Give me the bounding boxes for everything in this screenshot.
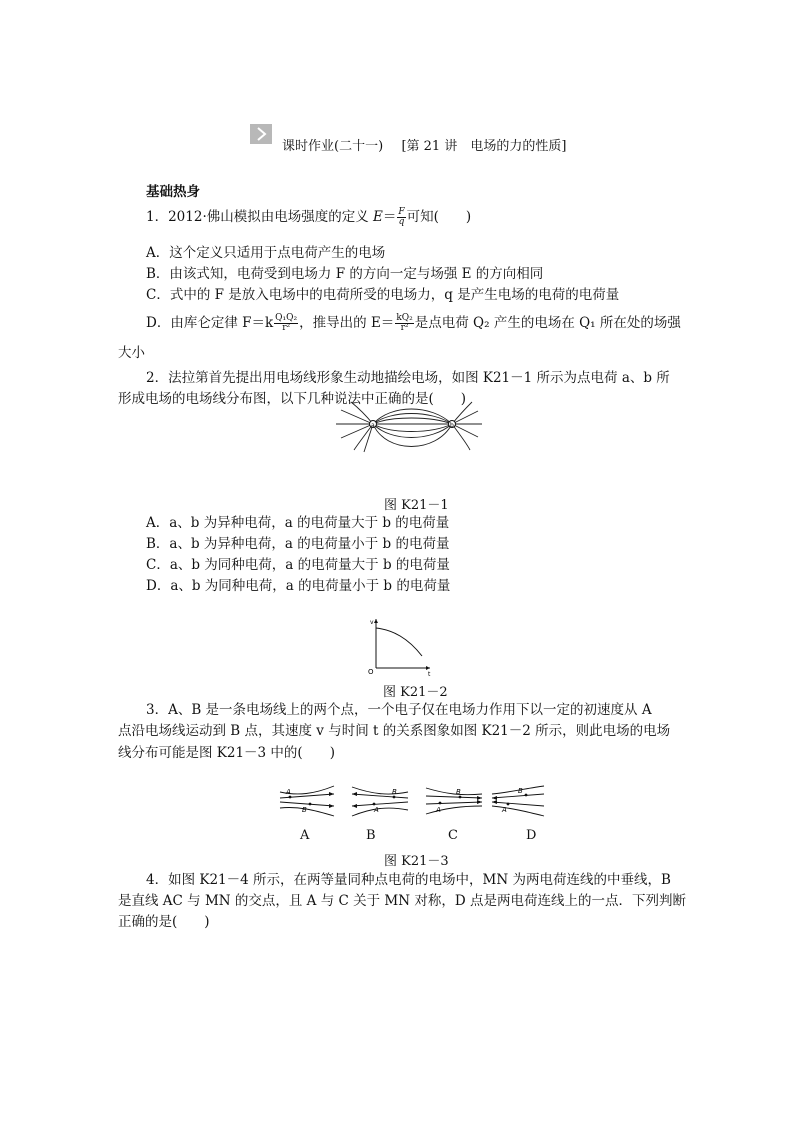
assignment-title: 课时作业(二十一) xyxy=(282,139,384,154)
fig3-option-d: D xyxy=(526,828,537,843)
field-lines-figure xyxy=(336,408,482,484)
q1-option-c: C．式中的 F 是放入电场中的电荷所受的电场力，q 是产生电场的电荷的电荷量 xyxy=(146,287,620,303)
charge-a-label: a xyxy=(371,422,375,429)
fig3-option-c: C xyxy=(448,828,458,843)
e-definition-fraction: $\frac{F}{q}$ xyxy=(398,207,405,227)
fig2-caption: 图 K21－2 xyxy=(383,685,448,700)
q1-option-d: D．由库仑定律 F＝k $\frac{\text{Q₁Q₂}}{\text{r²}}$ ，推导出的 E＝ $\frac{\text{kQ₂}}{\text{r²}}$ 是点电荷 Q₂ 产生的电场在 Q₁ 所在处的场强 xyxy=(146,313,681,333)
q2-line1: 2．法拉第首先提出用电场线形象生动地描绘电场，如图 K21－1 所示为点电荷 a、b 所 xyxy=(146,370,670,386)
v-axis-label: v xyxy=(370,619,374,626)
charge-b-label: b xyxy=(450,422,454,429)
coulomb-fraction: $\frac{\text{Q₁Q₂}}{\text{r²}}$ xyxy=(275,313,298,333)
q2-option-d: D．a、b 为同种电荷，a 的电荷量小于 b 的电荷量 xyxy=(146,578,451,594)
q1-option-a: A．这个定义只适用于点电荷产生的电场 xyxy=(146,245,386,261)
q2-line2: 形成电场的电场线分布图，以下几种说法中正确的是( ) xyxy=(118,391,467,407)
fig3c-point-a: A xyxy=(436,806,441,814)
lecture-label: [第 21 讲 电场的力的性质] xyxy=(401,139,567,154)
q3-line2: 点沿电场线运动到 B 点，其速度 v 与时间 t 的关系图象如图 K21－2 所示，则此电场的电场 xyxy=(118,723,671,739)
q2-option-a: A．a、b 为异种电荷，a 的电荷量大于 b 的电荷量 xyxy=(146,515,450,531)
t-axis-label: t xyxy=(428,671,431,678)
field-line-options-figure xyxy=(276,782,546,822)
fig3d-point-b: B xyxy=(518,787,523,795)
fig3a-point-a: A xyxy=(286,788,291,796)
fig3a-point-b: B xyxy=(302,806,307,814)
fig3-option-a: A xyxy=(300,828,310,843)
q3-line1: 3．A、B 是一条电场线上的两个点，一个电子仅在电场力作用下以一定的初速度从 A xyxy=(146,702,652,718)
origin-label: O xyxy=(368,668,374,676)
q1-stem: 1．2012·佛山模拟由电场强度的定义 E＝ $\frac{F}{q}$ 可知( ) xyxy=(146,207,472,227)
header-title xyxy=(282,135,566,154)
section-title: 基础热身 xyxy=(146,184,200,200)
header-icon xyxy=(250,124,272,144)
q4-line3: 正确的是( ) xyxy=(118,914,210,930)
q1-option-d-cont: 大小 xyxy=(118,345,145,361)
q3-line3: 线分布可能是图 K21－3 中的( ) xyxy=(118,745,335,761)
fig3b-point-b: B xyxy=(392,788,397,796)
fig3-caption: 图 K21－3 xyxy=(384,854,449,869)
q4-line1: 4．如图 K21－4 所示，在两等量同种点电荷的电场中，MN 为两电荷连线的中垂线，B xyxy=(146,872,671,888)
fig3c-point-b: B xyxy=(456,788,461,796)
q4-line2: 是直线 AC 与 MN 的交点，且 A 与 C 关于 MN 对称，D 点是两电荷连线上的一点．下列判断 xyxy=(118,893,686,909)
fig3-option-b: B xyxy=(366,828,376,843)
velocity-time-graph xyxy=(368,616,434,678)
fig3b-point-a: A xyxy=(374,806,379,814)
q2-option-c: C．a、b 为同种电荷，a 的电荷量大于 b 的电荷量 xyxy=(146,557,450,573)
fig1-caption: 图 K21－1 xyxy=(384,498,449,513)
field-fraction: $\frac{\text{kQ₂}}{\text{r²}}$ xyxy=(396,313,413,333)
q2-option-b: B．a、b 为异种电荷，a 的电荷量小于 b 的电荷量 xyxy=(146,536,450,552)
fig3d-point-a: A xyxy=(502,806,507,814)
q1-option-b: B．由该式知，电荷受到电场力 F 的方向一定与场强 E 的方向相同 xyxy=(146,266,544,282)
